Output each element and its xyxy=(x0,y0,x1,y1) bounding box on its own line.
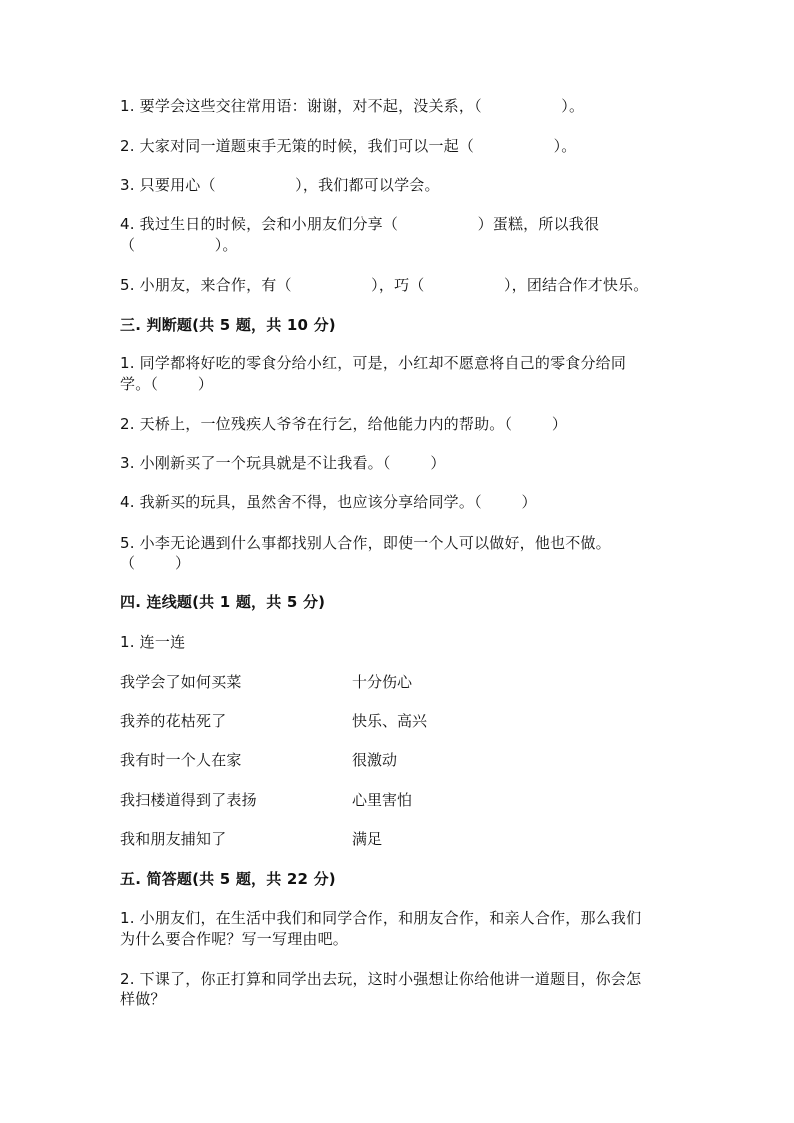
fill-blank-question-4-line-2: （ ）。 xyxy=(120,236,238,254)
judge-question-5-line-1: 5. 小李无论遇到什么事都找别人合作，即使一个人可以做好，他也不做。 xyxy=(120,534,611,552)
judge-question-4: 4. 我新买的玩具，虽然舍不得，也应该分享给同学。（ ） xyxy=(120,493,537,511)
fill-blank-question-4-line-1: 4. 我过生日的时候，会和小朋友们分享（ ）蛋糕，所以我很 xyxy=(120,215,600,233)
judge-question-2: 2. 天桥上，一位残疾人爷爷在行乞，给他能力内的帮助。（ ） xyxy=(120,415,568,433)
matching-right-item: 快乐、高兴 xyxy=(352,712,428,730)
short-answer-question-1-line-2: 为什么要合作呢？写一写理由吧。 xyxy=(120,930,349,948)
short-answer-question-2-line-1: 2. 下课了，你正打算和同学出去玩，这时小强想让你给他讲一道题目，你会怎 xyxy=(120,970,642,988)
fill-blank-question-3: 3. 只要用心（ ），我们都可以学会。 xyxy=(120,176,440,194)
matching-left-item: 我学会了如何买菜 xyxy=(120,673,242,691)
matching-left-item: 我扫楼道得到了表扬 xyxy=(120,791,257,809)
matching-instruction: 1. 连一连 xyxy=(120,633,186,651)
judge-question-1-line-1: 1. 同学都将好吃的零食分给小红，可是，小红却不愿意将自己的零食分给同 xyxy=(120,354,627,372)
short-answer-question-2-line-2: 样做？ xyxy=(120,990,166,1008)
matching-right-item: 心里害怕 xyxy=(352,791,413,809)
section-matching-heading: 四. 连线题(共 1 题，共 5 分) xyxy=(120,593,326,611)
fill-blank-question-2: 2. 大家对同一道题束手无策的时候，我们可以一起（ ）。 xyxy=(120,137,577,155)
section-short-answer-heading: 五. 简答题(共 5 题，共 22 分) xyxy=(120,870,336,888)
matching-left-item: 我养的花枯死了 xyxy=(120,712,227,730)
fill-blank-question-1: 1. 要学会这些交往常用语：谢谢，对不起，没关系，（ ）。 xyxy=(120,97,585,115)
short-answer-question-1-line-1: 1. 小朋友们，在生活中我们和同学合作，和朋友合作，和亲人合作，那么我们 xyxy=(120,909,642,927)
fill-blank-question-5: 5. 小朋友，来合作，有（ ），巧（ ），团结合作才快乐。 xyxy=(120,276,649,294)
matching-right-item: 很激动 xyxy=(352,751,398,769)
matching-left-item: 我和朋友捕知了 xyxy=(120,830,227,848)
matching-right-item: 十分伤心 xyxy=(352,673,413,691)
judge-question-5-line-2: （ ） xyxy=(120,554,191,572)
judge-question-3: 3. 小刚新买了一个玩具就是不让我看。（ ） xyxy=(120,454,446,472)
matching-left-item: 我有时一个人在家 xyxy=(120,751,242,769)
section-judge-heading: 三. 判断题(共 5 题，共 10 分) xyxy=(120,316,336,334)
matching-right-item: 满足 xyxy=(352,830,383,848)
judge-question-1-line-2: 学。（ ） xyxy=(120,375,214,393)
